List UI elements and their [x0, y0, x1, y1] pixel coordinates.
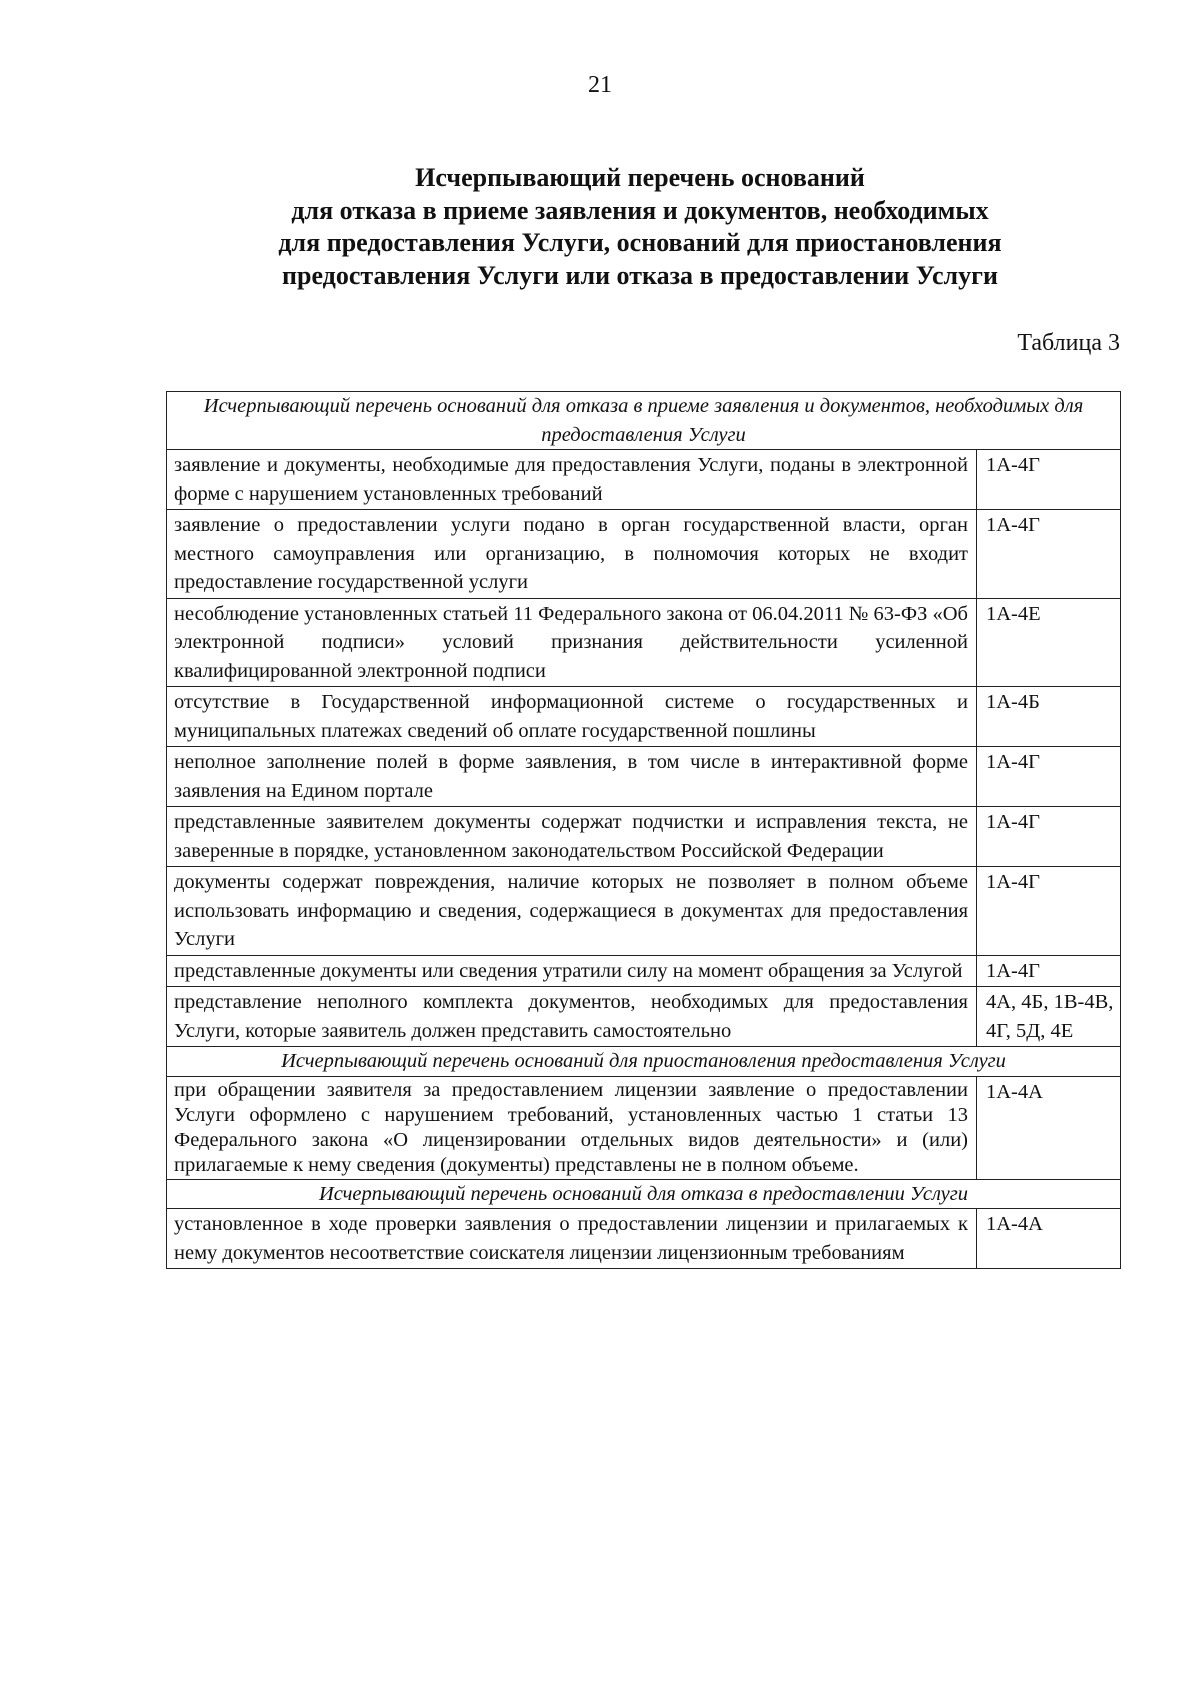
section-heading: Исчерпывающий перечень оснований для отказа в приеме заявления и документов, необходимых для предоставления Услуги: [167, 392, 1121, 450]
table-row: [167, 867, 1121, 956]
code-cell: 1А-4Г: [977, 747, 1121, 807]
reason-cell: отсутствие в Государственной информационной системе о государственных и муниципальных платежах сведений об оплате государственной пошлины: [167, 687, 977, 747]
section-heading-row: [167, 392, 1121, 450]
title-line: для предоставления Услуги, оснований для приостановления: [278, 228, 1002, 257]
grounds-table: [166, 391, 1121, 1269]
document-title: [150, 162, 1130, 292]
reason-cell: заявление о предоставлении услуги подано в орган государственной власти, орган местного самоуправления или организацию, в полномочия которых не входит предоставление государственной услуги: [167, 510, 977, 599]
grounds-table-container: [166, 391, 1120, 1269]
section-heading-row: [167, 1179, 1121, 1209]
code-cell: 1А-4Б: [977, 687, 1121, 747]
reason-cell: представленные документы или сведения утратили силу на момент обращения за Услугой: [167, 955, 977, 987]
code-cell: 4А, 4Б, 1В-4В, 4Г, 5Д, 4Е: [977, 987, 1121, 1047]
code-cell: 1А-4Е: [977, 598, 1121, 687]
table-row: [167, 450, 1121, 510]
table-caption: Таблица 3: [1017, 330, 1120, 356]
table-row: [167, 1076, 1121, 1179]
reason-cell: несоблюдение установленных статьей 11 Федерального закона от 06.04.2011 № 63-ФЗ «Об электронной подписи» условий признания действительности усиленной квалифицированной электронной подписи: [167, 598, 977, 687]
reason-cell: неполное заполнение полей в форме заявления, в том числе в интерактивной форме заявления на Едином портале: [167, 747, 977, 807]
reason-cell: представленные заявителем документы содержат подчистки и исправления текста, не заверенные в порядке, установленном законодательством Российской Федерации: [167, 807, 977, 867]
section-heading-row: [167, 1047, 1121, 1077]
code-cell: 1А-4Г: [977, 955, 1121, 987]
table-row: [167, 510, 1121, 599]
table-row: [167, 687, 1121, 747]
table-row: [167, 598, 1121, 687]
section-heading: Исчерпывающий перечень оснований для отказа в предоставлении Услуги: [167, 1179, 1121, 1209]
reason-cell: представление неполного комплекта документов, необходимых для предоставления Услуги, которые заявитель должен представить самостоятельно: [167, 987, 977, 1047]
title-line: предоставления Услуги или отказа в предоставлении Услуги: [282, 260, 998, 290]
title-line: для отказа в приеме заявления и документов, необходимых: [291, 195, 989, 225]
code-cell: 1А-4Г: [977, 867, 1121, 956]
code-cell: 1А-4А: [977, 1076, 1121, 1179]
reason-cell: заявление и документы, необходимые для предоставления Услуги, поданы в электронной форме с нарушением установленных требований: [167, 450, 977, 510]
table-row: [167, 955, 1121, 987]
section-heading: Исчерпывающий перечень оснований для приостановления предоставления Услуги: [167, 1047, 1121, 1077]
reason-cell: документы содержат повреждения, наличие которых не позволяет в полном объеме использовать информацию и сведения, содержащиеся в документах для предоставления Услуги: [167, 867, 977, 956]
table-row: [167, 747, 1121, 807]
page-number: 21: [588, 72, 612, 98]
code-cell: 1А-4Г: [977, 450, 1121, 510]
title-line: Исчерпывающий перечень оснований: [415, 163, 865, 192]
reason-cell: установленное в ходе проверки заявления о предоставлении лицензии и прилагаемых к нему документов несоответствие соискателя лицензии лицензионным требованиям: [167, 1209, 977, 1269]
table-row: [167, 987, 1121, 1047]
reason-cell: при обращении заявителя за предоставлением лицензии заявление о предоставлении Услуги оформлено с нарушением требований, установленных частью 1 статьи 13 Федерального закона «О лицензировании отдельных видов деятельности» и (или) прилагаемые к нему сведения (документы) представлены не в полном объеме.: [167, 1076, 977, 1179]
table-row: [167, 807, 1121, 867]
code-cell: 1А-4А: [977, 1209, 1121, 1269]
code-cell: 1А-4Г: [977, 807, 1121, 867]
table-row: [167, 1209, 1121, 1269]
code-cell: 1А-4Г: [977, 510, 1121, 599]
